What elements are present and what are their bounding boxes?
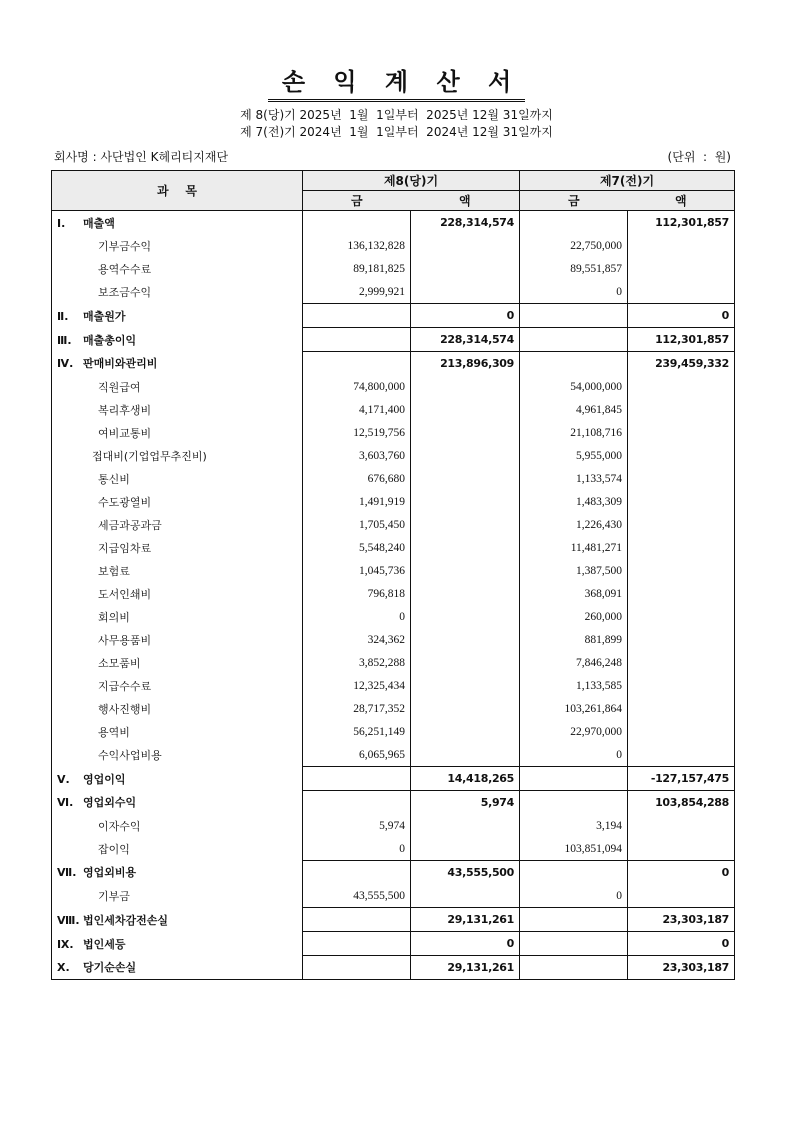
current-detail-amount: 56,251,149: [303, 720, 411, 743]
header-prior-amount-left: 금: [520, 191, 628, 211]
item-label: 보조금수익: [98, 285, 152, 299]
section-label: 법인세차감전손실: [83, 913, 169, 927]
account-label: [52, 628, 303, 651]
current-total-cell: [411, 513, 520, 536]
prior-total-amount: 239,459,332: [628, 352, 735, 376]
prior-detail-amount: 260,000: [520, 605, 628, 628]
section-numeral: Ⅰ.: [57, 216, 66, 230]
header-prior: 제7(전)기: [520, 171, 735, 191]
current-detail-cell: [303, 304, 411, 328]
item-row: [52, 582, 735, 605]
prior-detail-amount: 881,899: [520, 628, 628, 651]
account-label: [52, 467, 303, 490]
account-label: [52, 605, 303, 628]
prior-detail-amount: 21,108,716: [520, 421, 628, 444]
unit-label: (단위 : 원): [667, 150, 731, 164]
prior-total-cell: [628, 720, 735, 743]
account-label: [52, 304, 303, 328]
prior-total-cell: [628, 628, 735, 651]
account-label: [52, 884, 303, 908]
account-label: [52, 767, 303, 791]
item-row: [52, 536, 735, 559]
item-label: 보험료: [98, 564, 130, 578]
current-total-amount: 29,131,261: [411, 908, 520, 932]
current-total-cell: [411, 398, 520, 421]
current-detail-amount: 1,491,919: [303, 490, 411, 513]
item-label: 소모품비: [98, 656, 141, 670]
current-total-cell: [411, 582, 520, 605]
prior-detail-amount: 54,000,000: [520, 375, 628, 398]
item-row: [52, 884, 735, 908]
section-label: 매출원가: [83, 309, 126, 323]
prior-total-cell: [628, 674, 735, 697]
current-total-cell: [411, 536, 520, 559]
account-label: [52, 444, 303, 467]
prior-total-amount: 23,303,187: [628, 956, 735, 980]
current-total-amount: 5,974: [411, 791, 520, 815]
item-label: 복리후생비: [98, 403, 152, 417]
current-detail-amount: 2,999,921: [303, 280, 411, 304]
current-detail-amount: 4,171,400: [303, 398, 411, 421]
item-row: [52, 814, 735, 837]
prior-total-cell: [628, 743, 735, 767]
item-row: [52, 605, 735, 628]
current-detail-amount: 89,181,825: [303, 257, 411, 280]
account-label: [52, 932, 303, 956]
section-numeral: Ⅹ.: [57, 961, 70, 975]
item-row: [52, 628, 735, 651]
prior-total-cell: [628, 513, 735, 536]
prior-total-cell: [628, 536, 735, 559]
prior-detail-amount: 1,133,574: [520, 467, 628, 490]
current-detail-cell: [303, 956, 411, 980]
section-row: [52, 908, 735, 932]
prior-detail-amount: 0: [520, 884, 628, 908]
prior-total-cell: [628, 837, 735, 861]
section-row: [52, 861, 735, 885]
current-total-cell: [411, 257, 520, 280]
prior-detail-amount: 4,961,845: [520, 398, 628, 421]
account-label: [52, 582, 303, 605]
prior-detail-cell: [520, 328, 628, 352]
current-detail-cell: [303, 352, 411, 376]
current-detail-amount: 5,548,240: [303, 536, 411, 559]
header-current-amount-left: 금: [303, 191, 411, 211]
current-detail-amount: 3,852,288: [303, 651, 411, 674]
current-total-cell: [411, 234, 520, 257]
section-numeral: Ⅶ.: [57, 866, 77, 880]
item-row: [52, 234, 735, 257]
account-label: [52, 280, 303, 304]
item-row: [52, 720, 735, 743]
prior-detail-cell: [520, 767, 628, 791]
current-detail-amount: 43,555,500: [303, 884, 411, 908]
item-row: [52, 513, 735, 536]
item-label: 수익사업비용: [98, 748, 162, 762]
item-label: 지급수수료: [98, 679, 152, 693]
item-row: [52, 490, 735, 513]
prior-total-cell: [628, 234, 735, 257]
income-statement-table: [51, 170, 735, 980]
prior-total-amount: 23,303,187: [628, 908, 735, 932]
document-title-wrap: [0, 62, 793, 102]
item-label: 직원급여: [98, 380, 141, 394]
item-label: 잡이익: [98, 842, 130, 856]
current-detail-amount: 0: [303, 837, 411, 861]
prior-total-cell: [628, 467, 735, 490]
item-label: 수도광열비: [98, 495, 152, 509]
prior-detail-amount: 89,551,857: [520, 257, 628, 280]
item-label: 용역수수료: [98, 262, 152, 276]
item-row: [52, 421, 735, 444]
prior-total-cell: [628, 398, 735, 421]
prior-total-cell: [628, 884, 735, 908]
section-label: 법인세등: [83, 937, 126, 951]
current-detail-cell: [303, 908, 411, 932]
prior-detail-cell: [520, 304, 628, 328]
section-row: [52, 328, 735, 352]
prior-detail-cell: [520, 956, 628, 980]
item-label: 통신비: [98, 472, 130, 486]
current-total-amount: 43,555,500: [411, 861, 520, 885]
account-label: [52, 697, 303, 720]
current-total-cell: [411, 628, 520, 651]
account-label: [52, 720, 303, 743]
section-label: 매출액: [83, 216, 115, 230]
current-detail-amount: 6,065,965: [303, 743, 411, 767]
current-detail-amount: 796,818: [303, 582, 411, 605]
account-label: [52, 257, 303, 280]
prior-detail-cell: [520, 908, 628, 932]
prior-total-cell: [628, 490, 735, 513]
item-row: [52, 559, 735, 582]
prior-detail-amount: 3,194: [520, 814, 628, 837]
section-label: 매출총이익: [83, 333, 137, 347]
current-total-amount: 0: [411, 932, 520, 956]
prior-detail-amount: 1,483,309: [520, 490, 628, 513]
current-total-cell: [411, 467, 520, 490]
current-total-amount: 0: [411, 304, 520, 328]
current-detail-amount: 324,362: [303, 628, 411, 651]
header-current-amount-right: 액: [411, 191, 520, 211]
section-numeral: Ⅵ.: [57, 796, 74, 810]
current-total-cell: [411, 490, 520, 513]
current-total-cell: [411, 444, 520, 467]
section-numeral: Ⅴ.: [57, 772, 70, 786]
current-total-amount: 14,418,265: [411, 767, 520, 791]
item-row: [52, 467, 735, 490]
prior-total-cell: [628, 375, 735, 398]
item-label: 세금과공과금: [98, 518, 162, 532]
account-label: [52, 651, 303, 674]
prior-total-amount: 0: [628, 861, 735, 885]
current-detail-amount: 676,680: [303, 467, 411, 490]
item-row: [52, 837, 735, 861]
prior-detail-cell: [520, 211, 628, 235]
account-label: [52, 559, 303, 582]
prior-detail-amount: 1,387,500: [520, 559, 628, 582]
account-label: [52, 536, 303, 559]
current-detail-amount: 5,974: [303, 814, 411, 837]
account-label: [52, 490, 303, 513]
item-row: [52, 743, 735, 767]
account-label: [52, 674, 303, 697]
current-total-cell: [411, 559, 520, 582]
prior-detail-cell: [520, 791, 628, 815]
section-label: 판매비와관리비: [83, 357, 158, 371]
current-detail-amount: 3,603,760: [303, 444, 411, 467]
current-detail-cell: [303, 767, 411, 791]
section-numeral: Ⅷ.: [57, 913, 80, 927]
header-current: 제8(당)기: [303, 171, 520, 191]
current-total-amount: 213,896,309: [411, 352, 520, 376]
current-detail-cell: [303, 861, 411, 885]
current-detail-amount: 28,717,352: [303, 697, 411, 720]
current-total-cell: [411, 674, 520, 697]
account-label: [52, 743, 303, 767]
section-row: [52, 956, 735, 980]
account-label: [52, 398, 303, 421]
item-row: [52, 375, 735, 398]
prior-detail-amount: 103,261,864: [520, 697, 628, 720]
section-label: 영업외비용: [83, 866, 137, 880]
prior-detail-amount: 11,481,271: [520, 536, 628, 559]
item-label: 회의비: [98, 610, 130, 624]
current-total-amount: 29,131,261: [411, 956, 520, 980]
prior-detail-cell: [520, 861, 628, 885]
current-total-cell: [411, 814, 520, 837]
current-total-cell: [411, 375, 520, 398]
prior-total-cell: [628, 814, 735, 837]
prior-total-amount: 112,301,857: [628, 328, 735, 352]
prior-total-cell: [628, 697, 735, 720]
prior-total-cell: [628, 421, 735, 444]
item-row: [52, 697, 735, 720]
prior-detail-amount: 22,750,000: [520, 234, 628, 257]
item-row: [52, 651, 735, 674]
prior-total-cell: [628, 280, 735, 304]
account-label: [52, 814, 303, 837]
item-label: 기부금수익: [98, 239, 152, 253]
prior-detail-amount: 1,133,585: [520, 674, 628, 697]
account-label: [52, 421, 303, 444]
header-account: 과 목: [52, 171, 303, 211]
account-label: [52, 375, 303, 398]
item-row: [52, 398, 735, 421]
prior-detail-cell: [520, 932, 628, 956]
item-row: [52, 674, 735, 697]
section-row: [52, 932, 735, 956]
header-prior-amount-right: 액: [628, 191, 735, 211]
current-detail-amount: 74,800,000: [303, 375, 411, 398]
prior-total-amount: 103,854,288: [628, 791, 735, 815]
prior-total-amount: 0: [628, 304, 735, 328]
current-detail-amount: 1,705,450: [303, 513, 411, 536]
account-label: [52, 211, 303, 235]
prior-total-cell: [628, 582, 735, 605]
document-title: 손 익 계 산 서: [268, 62, 525, 102]
current-detail-amount: 1,045,736: [303, 559, 411, 582]
current-total-amount: 228,314,574: [411, 211, 520, 235]
prior-total-cell: [628, 559, 735, 582]
account-label: [52, 837, 303, 861]
item-label: 여비교통비: [98, 426, 152, 440]
current-detail-cell: [303, 932, 411, 956]
prior-total-cell: [628, 257, 735, 280]
account-label: [52, 956, 303, 980]
prior-total-cell: [628, 605, 735, 628]
account-label: [52, 908, 303, 932]
section-label: 영업이익: [83, 772, 126, 786]
prior-total-cell: [628, 444, 735, 467]
section-label: 당기순손실: [83, 961, 137, 975]
current-total-cell: [411, 837, 520, 861]
item-label: 도서인쇄비: [98, 587, 152, 601]
current-total-amount: 228,314,574: [411, 328, 520, 352]
current-detail-amount: 136,132,828: [303, 234, 411, 257]
prior-total-amount: 0: [628, 932, 735, 956]
prior-detail-amount: 22,970,000: [520, 720, 628, 743]
section-numeral: Ⅲ.: [57, 333, 72, 347]
prior-total-amount: 112,301,857: [655, 216, 730, 229]
section-row: [52, 304, 735, 328]
section-row: [52, 767, 735, 791]
prior-detail-amount: 0: [520, 743, 628, 767]
account-label: [52, 328, 303, 352]
prior-total-cell: [628, 651, 735, 674]
section-label: 영업외수익: [83, 796, 137, 810]
item-row: [52, 444, 735, 467]
prior-detail-cell: [520, 352, 628, 376]
prior-detail-amount: 0: [520, 280, 628, 304]
current-detail-cell: [303, 211, 411, 235]
account-label: [52, 791, 303, 815]
period-prior: 제 7(전)기 2024년 1월 1일부터 2024년 12월 31일까지: [240, 125, 553, 139]
prior-detail-amount: 5,955,000: [520, 444, 628, 467]
item-label: 이자수익: [98, 819, 141, 833]
current-total-cell: [411, 421, 520, 444]
prior-detail-amount: 368,091: [520, 582, 628, 605]
item-label: 지급임차료: [98, 541, 152, 555]
prior-detail-amount: 7,846,248: [520, 651, 628, 674]
current-detail-amount: 0: [303, 605, 411, 628]
current-detail-cell: [303, 791, 411, 815]
account-label: [52, 861, 303, 885]
current-detail-amount: 12,519,756: [303, 421, 411, 444]
current-total-cell: [411, 605, 520, 628]
current-total-cell: [411, 720, 520, 743]
item-label: 접대비(기업업무추진비): [92, 449, 207, 463]
item-label: 사무용품비: [98, 633, 152, 647]
current-total-cell: [411, 651, 520, 674]
statement-body: [52, 211, 735, 980]
item-label: 기부금: [98, 889, 130, 903]
section-numeral: Ⅳ.: [57, 357, 74, 371]
prior-detail-amount: 1,226,430: [520, 513, 628, 536]
item-row: [52, 257, 735, 280]
period-current: 제 8(당)기 2025년 1월 1일부터 2025년 12월 31일까지: [240, 108, 553, 122]
company-name: 회사명 : 사단법인 K헤리티지재단: [54, 150, 229, 164]
item-label: 용역비: [98, 725, 130, 739]
current-total-cell: [411, 884, 520, 908]
account-label: [52, 352, 303, 376]
section-numeral: Ⅸ.: [57, 937, 74, 951]
current-total-cell: [411, 697, 520, 720]
section-row: [52, 791, 735, 815]
current-detail-amount: 12,325,434: [303, 674, 411, 697]
account-label: [52, 513, 303, 536]
prior-detail-amount: 103,851,094: [520, 837, 628, 861]
item-label: 행사진행비: [98, 702, 152, 716]
prior-total-amount: -127,157,475: [628, 767, 735, 791]
section-numeral: Ⅱ.: [57, 309, 69, 323]
section-row: [52, 352, 735, 376]
account-label: [52, 234, 303, 257]
section-row: [52, 211, 735, 235]
current-total-cell: [411, 280, 520, 304]
item-row: [52, 280, 735, 304]
current-total-cell: [411, 743, 520, 767]
current-detail-cell: [303, 328, 411, 352]
